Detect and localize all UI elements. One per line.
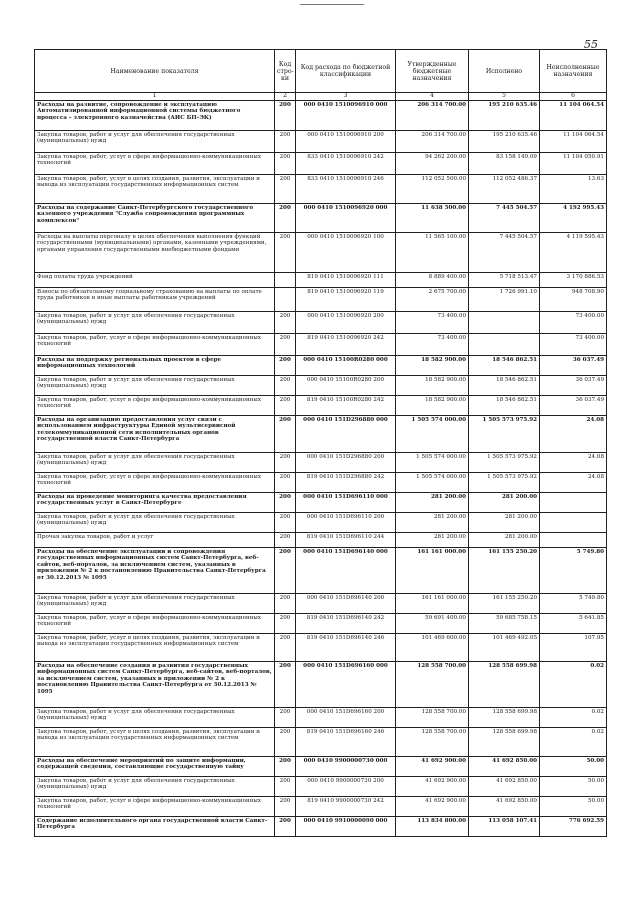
row-executed: 1 726 991.10 [469, 288, 540, 312]
row-classification-code: 000 0410 151D696140 200 [296, 594, 396, 614]
column-number: 1 [35, 93, 275, 101]
row-unexecuted: 73 400.00 [540, 312, 607, 334]
row-unexecuted: 13.63 [540, 175, 607, 204]
row-name: Прочая закупка товаров, работ и услуг [35, 533, 275, 548]
page-number: 55 [584, 38, 598, 51]
row-line-code: 200 [275, 233, 296, 273]
row-line-code: 200 [275, 513, 296, 533]
row-classification-code: 000 0410 1510096910 200 [296, 131, 396, 153]
row-name: Расходы на выплаты персоналу в целях обеспечения выполнения функций государственными (муниципальными) органами, казенными учреждениями, органами управления государственными внебюджетными фондами [35, 233, 275, 273]
row-name: Закупка товаров, работ, услуг в целях создания, развития, эксплуатации и вывода из эксплуатации государственных информационных систем [35, 634, 275, 662]
table-row [35, 453, 607, 473]
row-executed: 59 685 758.15 [469, 614, 540, 634]
row-line-code: 200 [275, 175, 296, 204]
row-approved: 8 889 400.00 [396, 273, 469, 288]
row-approved: 11 638 500.00 [396, 204, 469, 233]
row-line-code: 200 [275, 662, 296, 708]
row-name: Закупка товаров, работ, услуг в целях создания, развития, эксплуатации и вывода из эксплуатации государственных информационных систем [35, 175, 275, 204]
row-executed: 195 210 635.46 [469, 131, 540, 153]
row-classification-code: 819 0410 1510096920 111 [296, 273, 396, 288]
row-classification-code: 000 0410 151D696110 000 [296, 493, 396, 513]
table-row [35, 204, 607, 233]
row-name: Закупка товаров, работ и услуг для обеспечения государственных (муниципальных) нужд [35, 453, 275, 473]
row-executed [469, 312, 540, 334]
row-line-code: 200 [275, 614, 296, 634]
row-approved: 161 161 000.00 [396, 594, 469, 614]
row-executed: 112 052 486.37 [469, 175, 540, 204]
column-number: 2 [275, 93, 296, 101]
table-row [35, 708, 607, 728]
row-unexecuted: 50.00 [540, 777, 607, 797]
row-approved: 128 558 700.00 [396, 708, 469, 728]
row-classification-code: 819 0410 151D696140 246 [296, 634, 396, 662]
table-row [35, 594, 607, 614]
row-line-code: 200 [275, 728, 296, 757]
row-name: Закупка товаров, работ, услуг в сфере информационно-коммуникационных технологий [35, 334, 275, 356]
row-unexecuted: 36 037.49 [540, 396, 607, 416]
row-line-code: 200 [275, 396, 296, 416]
row-name: Расходы на развитие, сопровождение и эксплуатацию Автоматизированной информационной системы бюджетного процесса – электронного казначейства (АИС БП–ЭК) [35, 101, 275, 131]
row-classification-code: 833 0410 1510096910 242 [296, 153, 396, 175]
row-classification-code: 819 0410 151D696110 244 [296, 533, 396, 548]
header-unexecuted: Неисполненные назначения [540, 50, 607, 93]
row-executed: 41 692 850.00 [469, 777, 540, 797]
header-name: Наименование показателя [35, 50, 275, 93]
table-row [35, 728, 607, 757]
row-executed: 128 558 699.98 [469, 728, 540, 757]
row-name: Расходы на обеспечение эксплуатации и сопровождения государственных информационных систем Санкт-Петербурга, веб-сайтов, веб-порталов, за исключением систем, указанных в приложении № 2 к постановлению Правительства Санкт-Петербурга от 30.12.2013 № 1095 [35, 548, 275, 594]
row-classification-code: 819 0410 9900000730 242 [296, 797, 396, 817]
table-row [35, 817, 607, 837]
row-unexecuted: 24.08 [540, 473, 607, 493]
row-name: Закупка товаров, работ, услуг в сфере информационно-коммуникационных технологий [35, 473, 275, 493]
row-name: Расходы на обеспечение создания и развития государственных информационных систем Санкт-Петербурга, веб-сайтов, веб-порталов, за исключением систем, указанных в приложении № 2 к постановлению Правительства Санкт-Петербурга от 30.12.2013 № 1095 [35, 662, 275, 708]
row-executed: 195 210 635.46 [469, 101, 540, 131]
row-name: Закупка товаров, работ и услуг для обеспечения государственных (муниципальных) нужд [35, 594, 275, 614]
row-classification-code: 000 0410 1510096910 000 [296, 101, 396, 131]
row-executed: 113 058 107.41 [469, 817, 540, 837]
table-row [35, 101, 607, 131]
row-approved: 281 200.00 [396, 493, 469, 513]
row-line-code [275, 288, 296, 312]
row-line-code: 200 [275, 533, 296, 548]
row-classification-code: 000 0410 1510096920 200 [296, 312, 396, 334]
row-name: Закупка товаров, работ, услуг в сфере информационно-коммуникационных технологий [35, 396, 275, 416]
row-executed: 83 158 149.09 [469, 153, 540, 175]
row-classification-code: 819 0410 1510096920 242 [296, 334, 396, 356]
row-name: Содержание исполнительного органа государственной власти Санкт-Петербурга [35, 817, 275, 837]
table-row [35, 513, 607, 533]
row-line-code: 200 [275, 153, 296, 175]
row-name: Закупка товаров, работ и услуг для обеспечения государственных (муниципальных) нужд [35, 777, 275, 797]
row-unexecuted: 107.95 [540, 634, 607, 662]
row-line-code: 200 [275, 548, 296, 594]
row-classification-code: 000 0410 151D696110 200 [296, 513, 396, 533]
table-row [35, 312, 607, 334]
row-approved: 41 692 900.00 [396, 797, 469, 817]
row-classification-code: 819 0410 151D696140 242 [296, 614, 396, 634]
table-row [35, 131, 607, 153]
row-executed: 161 155 250.20 [469, 548, 540, 594]
row-approved: 1 505 574 000.00 [396, 453, 469, 473]
row-unexecuted: 36 037.49 [540, 356, 607, 376]
row-classification-code: 000 0410 151D296880 200 [296, 453, 396, 473]
row-unexecuted: 5 749.80 [540, 594, 607, 614]
row-classification-code: 000 0410 9900000730 000 [296, 757, 396, 777]
row-unexecuted: 948 708.90 [540, 288, 607, 312]
header-line-code: Код стро-ки [275, 50, 296, 93]
row-line-code: 200 [275, 594, 296, 614]
header-executed: Исполнено [469, 50, 540, 93]
row-approved: 94 262 200.00 [396, 153, 469, 175]
row-approved: 2 675 700.00 [396, 288, 469, 312]
row-unexecuted: 50.00 [540, 757, 607, 777]
table-row [35, 662, 607, 708]
row-classification-code: 819 0410 15100R0280 242 [296, 396, 396, 416]
table-row [35, 473, 607, 493]
column-number: 4 [396, 93, 469, 101]
row-line-code: 200 [275, 473, 296, 493]
row-line-code: 200 [275, 334, 296, 356]
table-row [35, 416, 607, 453]
table-row [35, 614, 607, 634]
row-unexecuted: 5 641.85 [540, 614, 607, 634]
row-unexecuted: 4 119 595.43 [540, 233, 607, 273]
row-classification-code: 833 0410 1510096910 246 [296, 175, 396, 204]
row-unexecuted: 11 104 064.54 [540, 131, 607, 153]
row-line-code [275, 273, 296, 288]
row-name: Закупка товаров, работ, услуг в сфере информационно-коммуникационных технологий [35, 153, 275, 175]
row-unexecuted: 50.00 [540, 797, 607, 817]
row-name: Закупка товаров, работ, услуг в сфере информационно-коммуникационных технологий [35, 797, 275, 817]
row-name: Расходы на содержание Санкт-Петербургского государственного казенного учреждения "Служба сопровождения программных комплексов" [35, 204, 275, 233]
row-classification-code: 000 0410 1510096920 100 [296, 233, 396, 273]
row-executed: 1 505 573 975.92 [469, 473, 540, 493]
row-name: Взносы по обязательному социальному страхованию на выплаты по оплате труда работников и иные выплаты работникам учреждений [35, 288, 275, 312]
row-line-code: 200 [275, 204, 296, 233]
column-number: 3 [296, 93, 396, 101]
row-approved: 128 558 700.00 [396, 662, 469, 708]
row-executed: 18 546 862.51 [469, 356, 540, 376]
row-executed: 1 505 573 975.92 [469, 416, 540, 453]
row-line-code: 200 [275, 376, 296, 396]
row-approved: 113 834 800.00 [396, 817, 469, 837]
row-line-code: 200 [275, 493, 296, 513]
row-approved: 101 469 600.00 [396, 634, 469, 662]
row-name: Расходы на обеспечение мероприятий по защите информации, содержащей сведения, составляющие государственную тайну [35, 757, 275, 777]
row-classification-code: 000 0410 9900000730 200 [296, 777, 396, 797]
row-approved: 73 400.00 [396, 312, 469, 334]
row-unexecuted: 36 037.49 [540, 376, 607, 396]
row-classification-code: 000 0410 151D696140 000 [296, 548, 396, 594]
table-row [35, 757, 607, 777]
row-unexecuted: 4 192 995.43 [540, 204, 607, 233]
row-line-code: 200 [275, 356, 296, 376]
table-row [35, 376, 607, 396]
row-unexecuted: 3 170 886.53 [540, 273, 607, 288]
row-executed: 18 546 862.51 [469, 396, 540, 416]
row-name: Закупка товаров, работ, услуг в целях создания, развития, эксплуатации и вывода из эксплуатации государственных информационных систем [35, 728, 275, 757]
column-number: 6 [540, 93, 607, 101]
row-classification-code: 000 0410 151D696160 200 [296, 708, 396, 728]
row-executed: 281 200.00 [469, 533, 540, 548]
row-approved: 18 582 900.00 [396, 376, 469, 396]
row-name: Закупка товаров, работ и услуг для обеспечения государственных (муниципальных) нужд [35, 131, 275, 153]
row-name: Расходы на поддержку региональных проектов в сфере информационных технологий [35, 356, 275, 376]
table-row [35, 797, 607, 817]
row-executed: 161 155 250.20 [469, 594, 540, 614]
row-line-code: 200 [275, 797, 296, 817]
row-approved: 1 505 574 000.00 [396, 473, 469, 493]
row-classification-code: 819 0410 1510096920 119 [296, 288, 396, 312]
row-classification-code: 000 0410 151D296880 000 [296, 416, 396, 453]
row-classification-code: 819 0410 151D696160 246 [296, 728, 396, 757]
row-approved: 281 200.00 [396, 533, 469, 548]
row-unexecuted [540, 533, 607, 548]
row-unexecuted: 5 749.80 [540, 548, 607, 594]
top-rule [300, 4, 364, 5]
table-row [35, 356, 607, 376]
row-name: Расходы на организацию предоставления услуг связи с использованием инфраструктуры Единой мультисервисной телекоммуникационной сети исполнительных органов государственной власти Санкт-Петербурга [35, 416, 275, 453]
row-unexecuted: 0.02 [540, 708, 607, 728]
table-row [35, 153, 607, 175]
row-executed: 1 505 573 975.92 [469, 453, 540, 473]
row-unexecuted [540, 513, 607, 533]
row-line-code: 200 [275, 312, 296, 334]
row-line-code: 200 [275, 101, 296, 131]
row-approved: 18 582 900.00 [396, 356, 469, 376]
row-unexecuted: 0.02 [540, 662, 607, 708]
row-line-code: 200 [275, 453, 296, 473]
row-name: Расходы на проведение мониторинга качества предоставления государственных услуг в Санкт-Петербурге [35, 493, 275, 513]
row-name: Закупка товаров, работ и услуг для обеспечения государственных (муниципальных) нужд [35, 513, 275, 533]
row-executed: 281 200.00 [469, 493, 540, 513]
row-name: Закупка товаров, работ и услуг для обеспечения государственных (муниципальных) нужд [35, 376, 275, 396]
row-unexecuted: 11 104 064.54 [540, 101, 607, 131]
row-executed: 101 469 492.05 [469, 634, 540, 662]
row-unexecuted: 24.08 [540, 416, 607, 453]
row-unexecuted: 73 400.00 [540, 334, 607, 356]
table-row [35, 493, 607, 513]
table-row [35, 548, 607, 594]
row-classification-code: 000 0410 15100R0280 200 [296, 376, 396, 396]
row-unexecuted: 24.08 [540, 453, 607, 473]
row-approved: 112 052 500.00 [396, 175, 469, 204]
row-approved: 128 558 700.00 [396, 728, 469, 757]
row-approved: 41 692 900.00 [396, 777, 469, 797]
row-unexecuted: 776 692.59 [540, 817, 607, 837]
row-line-code: 200 [275, 777, 296, 797]
row-name: Закупка товаров, работ и услуг для обеспечения государственных (муниципальных) нужд [35, 708, 275, 728]
row-name: Фонд оплаты труда учреждений [35, 273, 275, 288]
row-classification-code: 000 0410 15100R0280 000 [296, 356, 396, 376]
row-executed: 7 445 504.57 [469, 233, 540, 273]
row-executed: 281 200.00 [469, 513, 540, 533]
row-approved: 18 582 900.00 [396, 396, 469, 416]
row-classification-code: 000 0410 9910000090 000 [296, 817, 396, 837]
row-executed: 5 718 513.47 [469, 273, 540, 288]
row-approved: 11 565 100.00 [396, 233, 469, 273]
row-executed: 128 558 699.98 [469, 708, 540, 728]
row-approved: 206 314 700.00 [396, 101, 469, 131]
column-number-row [35, 93, 607, 101]
row-unexecuted: 11 104 050.91 [540, 153, 607, 175]
table-body [35, 101, 607, 837]
row-approved: 1 505 574 000.00 [396, 416, 469, 453]
header-classification: Код расхода по бюджетной классификации [296, 50, 396, 93]
row-approved: 161 161 000.00 [396, 548, 469, 594]
header-row [35, 50, 607, 93]
row-name: Закупка товаров, работ, услуг в сфере информационно-коммуникационных технологий [35, 614, 275, 634]
row-line-code: 200 [275, 757, 296, 777]
row-line-code: 200 [275, 634, 296, 662]
row-executed: 18 546 862.51 [469, 376, 540, 396]
row-executed [469, 334, 540, 356]
row-approved: 206 314 700.00 [396, 131, 469, 153]
row-executed: 41 692 850.00 [469, 797, 540, 817]
table-row [35, 634, 607, 662]
table-row [35, 334, 607, 356]
column-number: 5 [469, 93, 540, 101]
row-line-code: 200 [275, 416, 296, 453]
row-executed: 7 445 504.57 [469, 204, 540, 233]
row-approved: 41 692 900.00 [396, 757, 469, 777]
row-unexecuted [540, 493, 607, 513]
row-classification-code: 000 0410 1510096920 000 [296, 204, 396, 233]
row-classification-code: 000 0410 151D696160 000 [296, 662, 396, 708]
table-row [35, 777, 607, 797]
row-unexecuted: 0.02 [540, 728, 607, 757]
row-approved: 59 691 400.00 [396, 614, 469, 634]
table-row [35, 396, 607, 416]
row-line-code: 200 [275, 817, 296, 837]
table-row [35, 533, 607, 548]
budget-table [34, 49, 607, 837]
row-line-code: 200 [275, 708, 296, 728]
row-name: Закупка товаров, работ и услуг для обеспечения государственных (муниципальных) нужд [35, 312, 275, 334]
row-classification-code: 819 0410 151D296880 242 [296, 473, 396, 493]
row-executed: 128 558 699.98 [469, 662, 540, 708]
table-row [35, 273, 607, 288]
row-executed: 41 692 850.00 [469, 757, 540, 777]
table-row [35, 175, 607, 204]
header-approved: Утвержденные бюджетные назначения [396, 50, 469, 93]
row-line-code: 200 [275, 131, 296, 153]
row-approved: 73 400.00 [396, 334, 469, 356]
table-row [35, 233, 607, 273]
table-row [35, 288, 607, 312]
row-approved: 281 200.00 [396, 513, 469, 533]
